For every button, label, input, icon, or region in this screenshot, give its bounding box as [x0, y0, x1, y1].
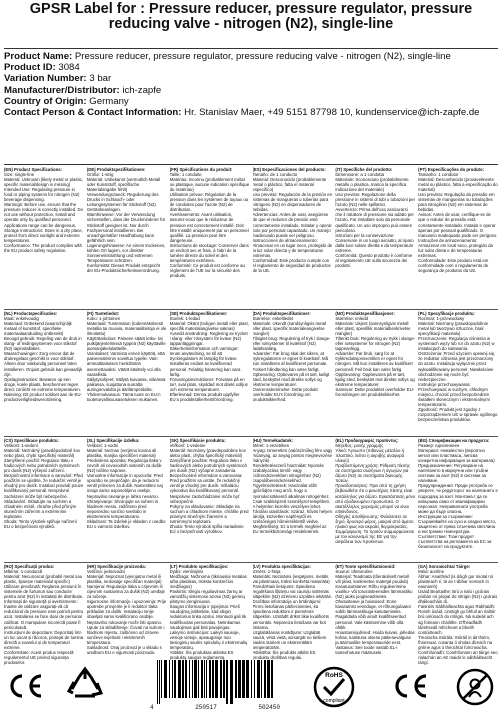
section-text: Größe: 1-strig Material: Unbekannt (vermutlich Metall oder Kunststoff, spezifische Materialangabe fehlt) Verwendungszweck: Regulierung des Drucks in Schlauch- oder Leitungssystemen für Stickstoff (N2) Getränkeanlagen. Warnhinweise: Vor der Verwendung sicherstellen, dass der Druckminderer für Stickstoff geeignet ist. Nur durch Fachpersonal installieren. Bei unsachgemäßer Handhabung kann gefährlich sein. Lagerungshinweise: An einem trockenen, kühlen Ort lagern, vor direkter Sonneneinstrahlung und extremen Temperaturen schützen. Konformität: Dieses Produkt entspricht der EU-Produktsicherheitsverordnung.: [86, 172, 166, 273]
info-value: Germany: [89, 95, 129, 107]
section-heading: (IT) Specifiche del prodotto:: [335, 167, 393, 172]
info-key: Country of Origin:: [4, 95, 87, 107]
barcode-bar: [251, 660, 252, 698]
info-row: [4, 51, 498, 62]
barcode-bar: [215, 660, 218, 698]
barcode-bar: [226, 660, 228, 704]
section-heading: (SK) Špecifikácie produktu:: [169, 438, 226, 443]
section-heading: (SL) Specifikacije izdelka:: [86, 438, 140, 443]
language-section: [335, 564, 415, 679]
language-section: [418, 311, 498, 435]
section-heading: (HU) Termékadatok:: [252, 438, 294, 443]
section-text: Suurus: ühetoruline Materjal: Teadmata (tõenäoliselt metall või plast, konkreetne materjal puudub) Kasutusotstarve: Rõhu reguleerimine vooliku- või torusüsteemides lämmastiku (N2) jaoks joogiseadmetes. Ohutusteave ja hoiatused: Enne kasutamist veenduge, et rõhuregulaator sobib lämmastikuga kasutamiseks. Paigaldada võib ainult kvalifitseeritud personal. Vale käsitsemine võib olla ohtlik. Hoiustamisjuhised: Hoida kuivas, jahedas kohas, kaitstuna otsese päikesevalguse ja äärmuslike temperatuuride eest. Vastavus: See toode vastab EL-i tooteohutuse määrusele.: [335, 569, 415, 655]
section-heading: (BG) Спецификации на продукта:: [418, 438, 490, 443]
section-text: Méret: 1-vezetékes Anyag: Ismeretlen (valószínűleg fém vagy műanyag, az anyag pontos megnevezése hiányzik) Rendeltetésszerű használat: Nyomás szabályozása tömlő- vagy csőrendszerekben nitrogénhez (N2) csapolóberendezésekhez. Figyelmeztetések: Használat előtt győződjön meg arról, hogy a nyomáscsökkentő alkalmas nitrogénhez. Csak szakképzett személyzet telepítheti. A helytelen kezelés veszélyes lehet. Tárolási utasítások: Száraz, hűvös helyen tárolja, közvetlen napfénytől és szélsőséges hőmérséklettől védve. Megfelelőség: Ez a termék megfelel az EU termékbiztonsági rendeletének.: [252, 443, 333, 534]
section-text: Tamanho: 1 condutor Material: Desconhecido (provavelmente metal ou plástico, falta a especificação do material) Uso previsto: Regulação da pressão em sistemas de mangueiras ou tubulações para nitrogênio (N2) em sistemas de bebidas. Avisos: Antes de usar, certifique-se de que o redutor de pressão está corretamente instalado. Instalar e operar apenas por pessoal qualificado. O manuseio inadequado pode ser perigoso. Instruções de armazenamento: Armazenar em local seco, protegido da luz solar direta e de temperaturas extremas. Conformidade: Este produto está em conformidade com o regulamento de segurança de produtos da UE.: [418, 172, 498, 273]
info-value: 3 bar: [89, 73, 112, 85]
header-divider: [4, 48, 498, 49]
language-section: [418, 564, 498, 679]
barcode-bar: [209, 660, 211, 698]
section-heading: (FI) Tuotetiedot:: [86, 311, 120, 316]
barcode-bar: [164, 660, 167, 698]
info-key: Product Name:: [4, 51, 73, 62]
ce-mark-icon: [390, 673, 430, 699]
barcode-bar: [220, 660, 222, 698]
barcode-bar: [178, 660, 181, 698]
language-section: [4, 564, 84, 679]
language-section: [253, 311, 333, 435]
section-heading: (SE) Produktspecifikationer:: [169, 311, 228, 316]
barcode-bar: [189, 660, 190, 698]
section-text: Størrelse: enkeltledet Materiale: Ukendt (sandsynligvis metal eller plast, specifik materialeangivelse mangler) Tilsigtet brug: Regulering af tryk i slange- eller rørsystemer til kvælstof (N2) fadølsanlæg. Advarsler: Før brug skal det sikres, at trykregulatoren er egnet til kvælstof. Må kun installeres af kvalificeret personale. Forkert håndtering kan være farligt. Opbevaring: Opbevares på et tørt, køligt sted, beskyttet mod direkte sollys og ekstreme temperaturer. Overensstemmelse: Dette produkt overholder EU's forordning om produktsikkerhed.: [252, 316, 331, 402]
language-section: [335, 311, 415, 435]
section-text: Velikost: 1-vodni Material: Neznan (verjetno kovina ali plastika, manjka specifičen material) Predvidena uporaba: Regulacija tlaka v cevnih ali cevovodnih sistemih za dušik (N2) točilne naprave. Varnostne informacije in opozorila: Pred uporabo se prepričajte, da je reducirni ventil primeren za dušik. Namestitev naj izvaja samo usposobljeno osebje. Nepravilno ravnanje je lahko nevarno. Shranjevanje: Shranjujte na suhem in hladnem mestu, zaščiteno pred neposredno sončno svetlobo in ekstremnimi temperaturami. Skladnost: Ta izdelek je skladen z uredbo EU o varnosti izdelkov.: [86, 443, 166, 529]
rohs-label: RoHS: [325, 672, 343, 679]
section-text: Størrelse: enledd Materiale: Ukjent (sannsynligvis metall eller plast, spesifikk materialbeskrivelse mangler) Tiltenkt bruk: Regulering av trykk i slange- eller rørsystemer for nitrogen (N2) tappeanlegg. Advarsler: Før bruk, sørg for at trykkreduksjonsventilen er egnet for nitrogen. Må kun installeres av kvalifisert personell. Feil bruk kan være farlig. Oppbevaring: Oppbevares på et tørt, kjølig sted, beskyttet mot direkte sollys og ekstreme temperaturer. Samsvar: Dette produktet overholder EU-forordningen om produktsikkerhet.: [335, 316, 416, 397]
row-divider: [4, 562, 498, 563]
barcode-bar: [185, 660, 187, 698]
section-text: Размер: еднолинеен Материал: Неизвестен (вероятно метал или пластмаса, липсва конкретна информация за материала) Предназначение: Регулиране на налягането в маркучни или тръбни системи за азот (N2) в системи за наливане. Предупреждения: Преди употреба се уверете, че редукторът на налягането е подходящ за азот. Монтажът да се извършва само от квалифициран персонал. Неправилната употреба може да бъде опасна. Инструкции за съхранение: Съхранявайте на сухо и хладно място, защитено от пряка слънчева светлина и екстремни температури. Съответствие: Този продукт съответства на регламента на ЕС за безопасност на продуктите.: [418, 443, 498, 549]
barcode-bar: [161, 660, 162, 698]
info-row: [4, 96, 498, 107]
section-text: Tamaño: de 1 conducto Material: Desconocido (probablemente metal o plástico, falta el material específico) Uso previsto: Regulación de la presión en sistemas de mangueras o tuberías para nitrógeno (N2) en dispensadores de bebidas. Advertencias: Antes de usar, asegúrese de que el reductor de presión esté correctamente instalado. Instalar y operar solo por personal capacitado. Un manejo inadecuado puede ser peligroso. Instrucciones de almacenamiento: Almacenar en un lugar seco, protegido de la luz solar directa y de temperaturas extremas. Conformidad: Este producto cumple con el reglamento de seguridad de productos de la UE.: [252, 172, 333, 273]
section-heading: (NL) Productspecificaties:: [4, 311, 58, 316]
info-value: ich-zapfe: [122, 84, 162, 96]
language-section: [253, 167, 333, 308]
barcode-bar: [192, 660, 193, 698]
section-text: Mărime: 1-conductă Material: Necunoscut (probabil metal sau plastic, lipsește materialul specific) Utilizare prevăzută: Reglarea presiunii în sistemele de furtunuri sau conducte pentru azot (N2) în instalații de distribuție. Informații de siguranță și avertismente: Înainte de utilizare asigurați-vă că reductorul de presiune este potrivit pentru azot. Instalarea se face doar de personal calificat. O manipulare incorectă poate fi periculoasă. Instrucțiuni de depozitare: Depozitați într-un loc uscat și răcoros, protejat de lumina directă a soarelui și de temperaturi extreme. Conformitate: Acest produs respectă regulamentul UE privind siguranța produselor.: [4, 569, 84, 665]
barcode-bar: [264, 660, 266, 698]
section-heading: (PT) Especificações do produto:: [418, 167, 485, 172]
language-section: [4, 167, 84, 308]
section-text: Velikost: 1-vedení Materiál: Neznámý (pravděpodobně kov nebo plast, chybí specifický materiál) Zamýšlené použití: Regulace tlaku v hadicových nebo potrubních systémech pro dusík (N2) výčepní zařízení. Bezpečnostní informace a varování: Před použitím se ujistěte, že redukční ventil je vhodný pro dusík. Instalaci provádí pouze kvalifikovaný personál. Nesprávné zacházení může být nebezpečné. Skladování: Skladujte na suchém a chladném místě, chraňte před přímým slunečním zářením a extrémními teplotami. Shoda: Tento výrobek splňuje nařízení EU o bezpečnosti výrobků.: [4, 443, 84, 529]
barcode-bar: [238, 660, 241, 698]
barcode-bar: [257, 660, 260, 698]
info-key: Contact Person & Contact Information:: [4, 107, 182, 119]
barcode-bar: [223, 660, 225, 698]
barcode-bar: [159, 660, 160, 704]
barcode-bar: [182, 660, 184, 698]
barcode-bar: [198, 660, 199, 698]
section-text: Dimensione: a 1 condotta Materiale: Sconosciuto (probabilmente metallo o plastica, manca la specifica indicazione del materiale) Uso previsto: Regolazione della pressione in sistemi di tubi o tubazioni per l'azoto (N2) nelle spillatrici. Avvertenze: Prima dell'uso assicurarsi che il riduttore di pressione sia adatto per l'azoto. Far installare solo da personale qualificato. Un uso improprio può essere pericoloso. Istruzioni per la conservazione: Conservare in un luogo asciutto, al riparo dalla luce solare diretta e da temperature estreme. Conformità: Questo prodotto è conforme al regolamento UE sulla sicurezza dei prodotti.: [335, 172, 416, 268]
section-heading: (HR) Specifikacije proizvoda:: [86, 564, 147, 569]
language-section: [335, 167, 415, 308]
section-heading: (NO) Produktspesifikasjoner:: [335, 311, 395, 316]
barcode-bar: [201, 660, 203, 698]
section-heading: (DE) Produktspezifikationen:: [86, 167, 146, 172]
section-heading: (PL) Specyfikacje produktu:: [418, 311, 475, 316]
barcode-bar: [261, 660, 262, 698]
info-row: [4, 85, 498, 96]
barcode-bar: [174, 660, 176, 698]
language-section: [87, 438, 167, 561]
info-key: Variation Number:: [4, 73, 87, 85]
barcode-digits: [150, 704, 280, 711]
barcode-bar: [194, 660, 197, 698]
language-section: [335, 438, 415, 561]
section-heading: (GA) Sonraíochtaí Táirge:: [418, 564, 471, 569]
ce-mark-icon: [5, 673, 45, 699]
section-text: Taille: 1 conduite Matériau: Inconnu (probablement métal ou plastique, aucune indication spécifique du matériau) Utilisation prévue: Régulation de la pression dans les systèmes de tuyaux ou de conduites pour l'azote (N2) de distribution. Avertissements: Avant utilisation, assurez-vous que le réducteur de pression est correctement installé. Doit être installé uniquement par un personnel qualifié. La pression peut être dangereuse. Instructions de stockage: Conserver dans un endroit sec et frais, à l'abri de la lumière directe du soleil et des températures extrêmes. Conformité: Ce produit est conforme au règlement de l'UE sur la sécurité des produits.: [169, 172, 250, 278]
barcode-left-digits: 250517: [195, 704, 217, 711]
barcode-first-digit: 4: [150, 704, 154, 711]
barcode-bar: [169, 660, 170, 698]
language-section: [87, 311, 167, 435]
section-heading: (ES) Especificaciones del producto:: [252, 167, 326, 172]
rohs-compliant-label: compliant: [323, 698, 345, 704]
barcode-bar: [271, 660, 273, 698]
barcode-bar: [212, 660, 214, 698]
row-divider: [4, 436, 498, 437]
barcode-bar: [267, 660, 270, 698]
barcode-bar: [254, 660, 255, 698]
section-heading: (FR) Spécifications du produit:: [169, 167, 233, 172]
info-value: Pressure reducer, pressure regulator, pressure reducing valve - nitrogen (N2), single-line: [74, 51, 451, 62]
section-heading: (RO) Specificații produs:: [4, 564, 55, 569]
section-heading: (LT) Produkto specifikacijos:: [169, 564, 229, 569]
section-text: Storlek: 1-ledad Material: Okänt (troligen metall eller plast, specifik materialangivelse saknas) Avsedd användning: Reglering av trycket i slang- eller rörsystem för kväve (N2) tappanläggningar. Säkerhetsinformation och varningar: Innan användning, se till att tryckregulatorn är lämplig för kväve. Installeras endast av kvalificerad personal. Felaktig hantering kan vara farlig. Förvaringsinstruktioner: Förvaras på en torr, sval plats, skyddad mot direkt solljus och extrema temperaturer. Efterlevnad: Denna produkt uppfyller EU:s produktsäkerhetsförordning.: [169, 316, 249, 402]
language-section: [170, 311, 250, 435]
barcode-bar: [206, 660, 207, 698]
section-heading: (LV) Produkta specifikācijas:: [252, 564, 311, 569]
info-row: [4, 73, 498, 84]
disposal-prohibited-icon: [455, 667, 495, 707]
section-text: Rozmiar: 1-przewodowy Materiał: Nieznany (prawdopodobnie metal lub tworzywo sztuczne, brak specyfikacji materiału) Przeznaczenie: Regulacja ciśnienia w systemach węży lub rur do azotu (N2) w instalacjach do nalewania. Ostrzeżenia: Przed użyciem upewnij się, że reduktor ciśnienia jest przeznaczony do azotu. Instalacja wyłącznie przez wykwalifikowany personel. Niewłaściwe obchodzenie się może być niebezpieczne. Instrukcje przechowywania: Przechowywać w suchym, chłodnym miejscu, chronić przed bezpośrednim światłem słonecznym i ekstremalnymi temperaturami. Zgodność: Produkt jest zgodny z rozporządzeniem UE w sprawie ogólnego bezpieczeństwa produktów.: [418, 316, 498, 422]
section-text: Veličina: jednovodni Materijal: Nepoznat (vjerojatno metal ili plastika, nedostaje specifičan materijal) Namjena: Regulacija tlaka u crijevnim ili cijevnim sustavima za dušik (N2) uređaje za točenje. Sigurnosne informacije i upozorenja: Prije upotrebe provjerite je li reduktor tlaka prikladan za dušik. Instalaciju smije obavljati samo kvalificirano osoblje. Nepravilno rukovanje može biti opasno. Upute za skladištenje: Čuvati na suhom i hladnom mjestu, zaštićeno od izravne sunčeve svjetlosti i ekstremnih temperatura. Sukladnost: Ovaj proizvod je u skladu s uredbom EU o sigurnosti proizvoda.: [86, 569, 167, 655]
section-text: Koko: 1-johtoinen Materiaali: Tuntematon (todennäköisesti metallia tai muovia, materiaalitietoja ei ole ilmoitettu) Käyttötarkoitus: Paineen säätö letku- tai putkijärjestelmissä typpeä (N2) käyttäville juomanjakelulaitteille. Varoitukset: Varmista ennen käyttöä, että paineenalennin soveltuu typelle. Vain ammattitaitoisen henkilöstön asennettavaksi. Väärä käsittely voi olla vaarallista. Säilytysohjeet: Säilytä kuivassa, viileässä paikassa, suojattuna suoralta auringonvalolta ja äärilämpötiloilta. Yhdenmukaisuus: Tämä tuote on EU:n tuoteturvallisuusasetuksen mukainen.: [86, 316, 167, 402]
info-row: [4, 62, 498, 73]
section-heading: (ET) Toote spetsifikatsioonid:: [335, 564, 396, 569]
barcode-bar: [230, 660, 233, 704]
language-section: [4, 438, 84, 561]
section-text: Μέγεθος: μονής γραμμής Υλικό: Άγνωστο (πιθανώς μέταλλο ή πλαστικό, λείπει η ακριβής αναφορά υλικού) Προβλεπόμενη χρήση: Ρύθμιση πίεσης σε συστήματα σωλήνων ή αγωγών για άζωτο (N2) σε συστήματα διανομής ποτών. Προειδοποιήσεις: Πριν από τη χρήση βεβαιωθείτε ότι ο μειωτήρας πίεσης είναι κατάλληλος για άζωτο. Εγκατάσταση μόνο από εξειδικευμένο προσωπικό. Ο ακατάλληλος χειρισμός μπορεί να είναι επικίνδυνος. Οδηγίες αποθήκευσης: Φυλάσσετε σε ξηρό, δροσερό μέρος, μακριά από άμεσο ηλιακό φως και ακραίες θερμοκρασίες. Συμμόρφωση: Το προϊόν συμμορφώνεται με τον κανονισμό της ΕΕ για την ασφάλεια των προϊόντων.: [335, 443, 416, 544]
info-value: Hr. Stanislav Maer, +49 5151 87798 10, kundenservice@ich-zapfe.de: [184, 107, 480, 119]
language-section: [4, 311, 84, 435]
language-section: [87, 167, 167, 308]
section-text: Veľkosť: 1-vedenie Materiál: Neznámy (pravdepodobne kov alebo plast, chýba špecifický materiál) Zamýšľané použitie: Regulácia tlaku v hadicových alebo potrubných systémoch pre dusík (N2) výčapné zariadenia. Bezpečnostné informácie a varovania: Pred použitím sa uistite, že redukčný ventil je vhodný pre dusík. Inštaláciu vykonáva iba kvalifikovaný personál. Nesprávne zaobchádzanie môže byť nebezpečné. Pokyny na skladovanie: Skladujte na suchom a chladnom mieste, chráňte pred priamym slnečným žiarením a extrémnymi teplotami. Zhoda: Tento výrobok spĺňa nariadenie EÚ o bezpečnosti výrobkov.: [169, 443, 249, 534]
section-text: Izmērs: 1-līnija Materiāls: Nezināms (iespējams, metāls vai plastmasa, trūkst konkrēta materiāla) Paredzētais lietojums: Spiediena regulēšana šļūteņu vai cauruļu sistēmās slāpeklim (N2) dzērienu uzpildes iekārtās. Drošības informācija un brīdinājumi: Pirms lietošanas pārliecinieties, ka spiediena reduktors ir piemērots slāpeklim. Uzstādīt drīkst tikai kvalificēts personāls. Nepareiza lietošana var būt bīstama. Uzglabāšanas norādījumi: Uzglabāt sausā, vēsā vietā, aizsargāt no tiešiem saules stariem un ekstremālām temperatūrām. Atbilstība: Šis produkts atbilst ES produktu drošības regulai.: [252, 569, 333, 660]
language-section: [170, 167, 250, 308]
info-value: 3084: [58, 62, 80, 74]
barcode-right-digits: 502450: [258, 704, 280, 711]
barcode-bar: [172, 660, 173, 698]
product-info: [4, 51, 498, 118]
info-key: Product ID:: [4, 62, 56, 74]
barcode-bar: [246, 660, 249, 698]
barcode: [155, 660, 277, 704]
info-row: [4, 107, 498, 118]
language-section: [418, 438, 498, 561]
row-divider: [4, 309, 498, 310]
info-divider: [4, 164, 498, 165]
section-heading: (CS) Specifikace produktu:: [4, 438, 59, 443]
section-text: Size: single-line Material: Unknown (likely metal or plastic, specific material/design is missing) Intended Use: Regulating pressure in food or piping systems for nitrogen (N2) beverage dispensing. Warnings: Before use, ensure that the pressure reducer is correctly installed. Do not use without protection. Install and operate only by qualified personnel. Applications range can be dangerous. Storage Instructions: Store in a dry place, protect from direct sunlight and extreme temperatures. Conformance: The product complies with the EU product safety regulation.: [4, 172, 84, 253]
section-heading: (EL) Προδιαγραφές προϊόντος:: [335, 438, 399, 443]
section-heading: (DA) Produktspecifikationer:: [252, 311, 311, 316]
barcode-bar: [157, 660, 158, 704]
barcode-bar: [235, 660, 237, 698]
language-section: [253, 438, 333, 561]
barcode-bar: [242, 660, 245, 698]
recycling-icon: [65, 665, 105, 705]
rohs-compliant-icon: [312, 665, 356, 709]
barcode-bar: [204, 660, 205, 698]
section-text: Méid: aonlíne Ábhar: Anaithnid (is dóigh gur miotal nó plaisteach é, tá an t-ábhar sonrach in easnamh) Úsáid Beartaithe: Brú a rialú i gcórais píobán nó píopaí do nítrigin (N2) i gcórais dháileacháin dí. Faisnéis Sábháilteachta agus Rabhaidh: Roimh úsáid, cinntigh go bhfuil an rialtóir brú oiriúnach do nítrigin. Ná suiteáil ach ag foireann cháilithe. D'fhéadfadh láimhseáil mhícheart a bheith contúirteach. Treoracha Stórála: Stóráil in áit thirim, fhionnuar, cosanta ó sholas díreach na gréine agus ó theochtaí foircneacha. Comhlíonadh: Comhlíonann an táirge seo rialachán an AE maidir le sábháilteacht táirgí.: [418, 569, 498, 665]
label-title: GPSR Label for : Pressure reducer, pressure regulator, pressure reducing valve - nitrogen (N2), single-line: [29, 1, 473, 32]
section-heading: (EN) Product Specifications:: [4, 167, 63, 172]
language-section: [170, 438, 250, 561]
section-text: Maat: enkelvoudig Materiaal: Onbekend (waarschijnlijk metaal of kunststof, specifieke materiaalaanduiding ontbreekt) Beoogd gebruik: Regeling van de druk in slang- of leidingsystemen voor stikstof (N2) tapinstallaties. Waarschuwingen: Zorg ervoor dat de drukregelaar geschikt is voor stikstof. Alleen door vakkundig personeel laten installeren. Onjuist gebruik kan gevaarlijk zijn. Opslaginstructies: Bewaren op een droge, koele plaats, beschermen tegen direct zonlicht en extreme temperaturen. Naleving: Dit product voldoet aan de EU-productveiligheidsverordening.: [4, 316, 83, 402]
section-text: Dydis: vienlinijinis Medžiaga: Nežinoma (tikriausiai metalas arba plastikas, trūksta konkrečios medžiagos) Paskirtis: Slėgio reguliavimas žarnų ar vamzdžių sistemose azotui (N2) gėrimų pilstymo įrenginiuose. Saugos informacija ir įspėjimai: Prieš naudojimą įsitikinkite, kad slėgio reduktorius tinka azotui. Montuoti gali tik kvalifikuotas personalas. Netinkamas naudojimas gali būti pavojingas. Laikymo instrukcijos: Laikyti sausoje, vėsioje vietoje, apsaugotoje nuo tiesioginių saulės spindulių ir ekstremalių temperatūrų. Atitiktis: Šis produktas atitinka ES produktų saugos reglamentą.: [169, 569, 248, 660]
language-section: [418, 167, 498, 308]
specifications-grid: [4, 167, 498, 679]
info-key: Manufacturer/Distributor:: [4, 84, 120, 96]
